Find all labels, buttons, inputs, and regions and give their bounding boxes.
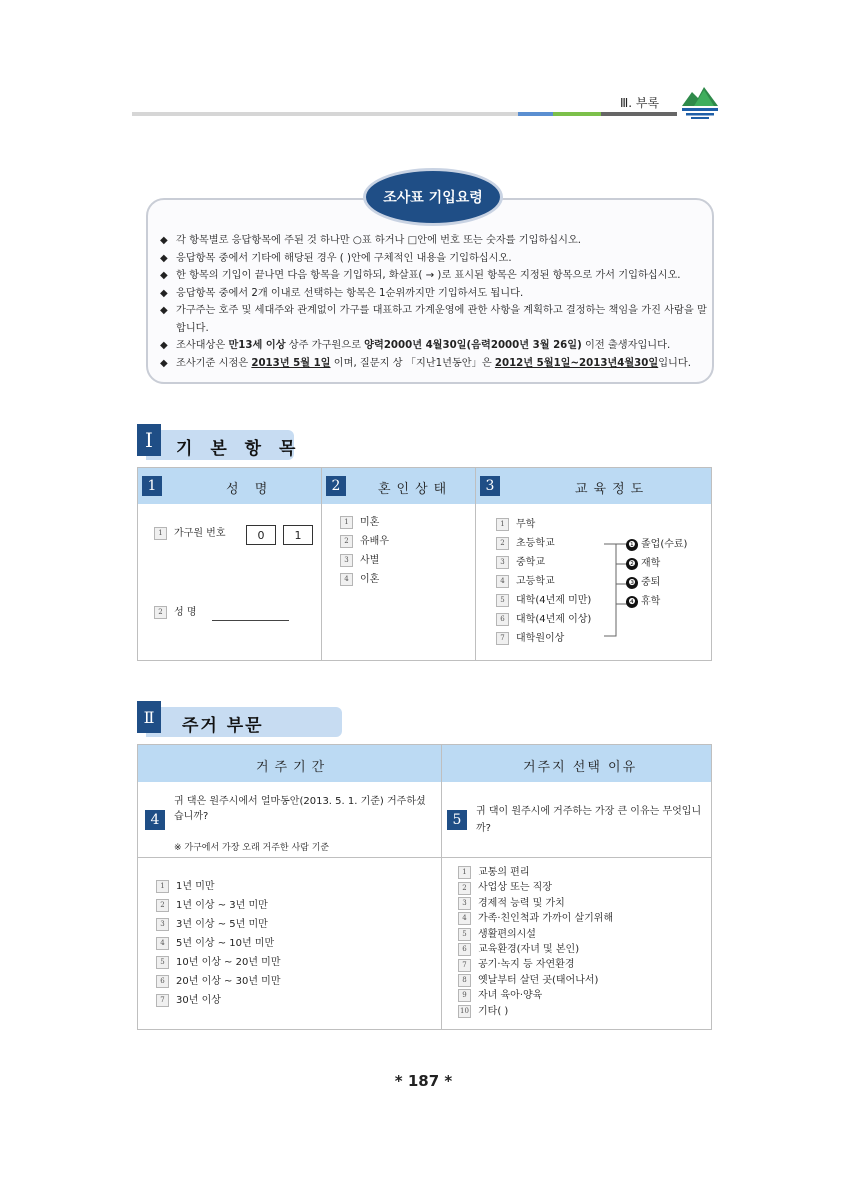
option-row[interactable]: 4 가족·친인척과 가까이 살기위해: [458, 911, 613, 926]
instruction-item: ◆ 각 항목별로 응답항목에 주된 것 하나만 ○표 하거나 □안에 번호 또는 숫자를 기입하십시오.: [160, 232, 710, 250]
header-rule-accent: [553, 112, 601, 116]
household-member-number-label: 가구원 번호: [174, 528, 226, 539]
option-row[interactable]: 1 1년 미만: [156, 877, 281, 896]
instructions-list: [160, 232, 710, 372]
status-row[interactable]: ❶ 졸업(수료): [626, 535, 687, 554]
option-row[interactable]: 4 5년 이상 ~ 10년 미만: [156, 934, 281, 953]
education-status-options: [626, 535, 687, 611]
option-row[interactable]: 1 교통의 편리: [458, 865, 613, 880]
header-rule-accent: [518, 112, 553, 116]
member-code-box[interactable]: 1: [283, 525, 313, 545]
option-row[interactable]: 2 1년 이상 ~ 3년 미만: [156, 896, 281, 915]
section-2-title: 주거 부문: [182, 716, 264, 736]
option-row[interactable]: 3 3년 이상 ~ 5년 미만: [156, 915, 281, 934]
instruction-item-reference-date: ◆ 조사기준 시점은 2013년 5월 1일 이며, 질문지 상 「지난1년동안」은 2012년 5월1일~2013년4월30일입니다.: [160, 355, 710, 373]
mountain-logo-icon: [680, 84, 720, 120]
status-row[interactable]: ❸ 중퇴: [626, 573, 687, 592]
option-row[interactable]: 4 이혼: [340, 570, 389, 589]
residence-reason-options: [458, 865, 613, 1019]
option-row[interactable]: 10 기타( ): [458, 1004, 613, 1019]
q4-number: 4: [145, 810, 165, 830]
option-row[interactable]: 1 무학: [496, 515, 591, 534]
option-number: 2: [154, 606, 167, 619]
instruction-item: ◆ 응답항목 중에서 2개 이내로 선택하는 항목은 1순위까지만 기입하셔도 됩니다.: [160, 285, 710, 303]
education-options: [496, 515, 591, 648]
option-row[interactable]: 7 대학원이상: [496, 629, 591, 648]
name-label: 성 명: [174, 607, 197, 618]
option-row[interactable]: 3 경제적 능력 및 가치: [458, 896, 613, 911]
reason-header-label: 거주지 선택 이유: [523, 760, 638, 775]
section-2-number: Ⅱ: [137, 701, 161, 733]
row-divider: [138, 857, 711, 858]
period-header-label: 거주기간: [256, 760, 331, 775]
name-input-line[interactable]: [212, 620, 289, 621]
residence-period-options: [156, 877, 281, 1010]
q3-number: 3: [480, 476, 500, 496]
column-divider: [475, 468, 476, 660]
option-row[interactable]: 3 중학교: [496, 553, 591, 572]
option-row[interactable]: 6 대학(4년제 이상): [496, 610, 591, 629]
option-row[interactable]: 6 20년 이상 ~ 30년 미만: [156, 972, 281, 991]
q5-question: 귀 댁이 원주시에 거주하는 가장 큰 이유는 무엇입니까?: [476, 806, 702, 834]
option-row[interactable]: 7 공기·녹지 등 자연환경: [458, 957, 613, 972]
q5-number: 5: [447, 810, 467, 830]
status-row[interactable]: ❹ 휴학: [626, 592, 687, 611]
option-row[interactable]: 5 생활편의시설: [458, 927, 613, 942]
option-row[interactable]: 2 유배우: [340, 532, 389, 551]
household-member-number-row: [154, 524, 225, 543]
option-row[interactable]: 9 자녀 육아·양육: [458, 988, 613, 1003]
option-row[interactable]: 2 사업상 또는 직장: [458, 880, 613, 895]
instruction-item-target: ◆ 조사대상은 만13세 이상 상주 가구원으로 양력2000년 4월30일(음력2000년 3월 26일) 이전 출생자입니다.: [160, 337, 710, 355]
section-1-number: I: [137, 424, 161, 456]
q4-note: ※ 가구에서 가장 오래 거주한 사람 기준: [174, 843, 330, 853]
option-row[interactable]: 2 초등학교: [496, 534, 591, 553]
option-row[interactable]: 7 30년 이상: [156, 991, 281, 1010]
column-divider: [321, 468, 322, 660]
name-row: [154, 603, 197, 622]
instruction-item: ◆ 가구주는 호주 및 세대주와 관계없이 가구를 대표하고 가계운영에 관한 사항을 계획하고 결정하는 책임을 가진 사람을 말합니다.: [160, 302, 710, 337]
section-label: Ⅲ. 부록: [620, 96, 660, 110]
option-row[interactable]: 5 10년 이상 ~ 20년 미만: [156, 953, 281, 972]
q3-label: 교육정도: [575, 482, 650, 497]
q2-label: 혼인상태: [378, 482, 453, 497]
q2-number: 2: [326, 476, 346, 496]
instruction-item: ◆ 한 항목의 기입이 끝나면 다음 항목을 기입하되, 화살표( → )로 표시된 항목은 지정된 항목으로 가서 기입하십시오.: [160, 267, 710, 285]
status-row[interactable]: ❷ 재학: [626, 554, 687, 573]
option-row[interactable]: 5 대학(4년제 미만): [496, 591, 591, 610]
q1-number: 1: [142, 476, 162, 496]
option-number: 1: [154, 527, 167, 540]
member-code-box[interactable]: 0: [246, 525, 276, 545]
option-row[interactable]: 6 교육환경(자녀 및 본인): [458, 942, 613, 957]
marital-status-options: [340, 513, 389, 589]
option-row[interactable]: 1 미혼: [340, 513, 389, 532]
section-1-title: 기 본 항 목: [176, 439, 302, 459]
header-rule-accent: [601, 112, 677, 116]
option-row[interactable]: 8 옛날부터 살던 곳(태어나서): [458, 973, 613, 988]
option-row[interactable]: 4 고등학교: [496, 572, 591, 591]
instructions-title: 조사표 기입요령: [363, 168, 503, 226]
instruction-item: ◆ 응답항목 중에서 기타에 해당된 경우 ( )안에 구체적인 내용을 기입하십시오.: [160, 250, 710, 268]
q4-question: 귀 댁은 원주시에서 얼마동안(2013. 5. 1. 기준) 거주하셨습니까?: [174, 796, 426, 822]
page-number: * 187 *: [394, 1072, 453, 1090]
option-row[interactable]: 3 사별: [340, 551, 389, 570]
q1-label: 성 명: [226, 482, 274, 497]
column-divider: [441, 745, 442, 1029]
